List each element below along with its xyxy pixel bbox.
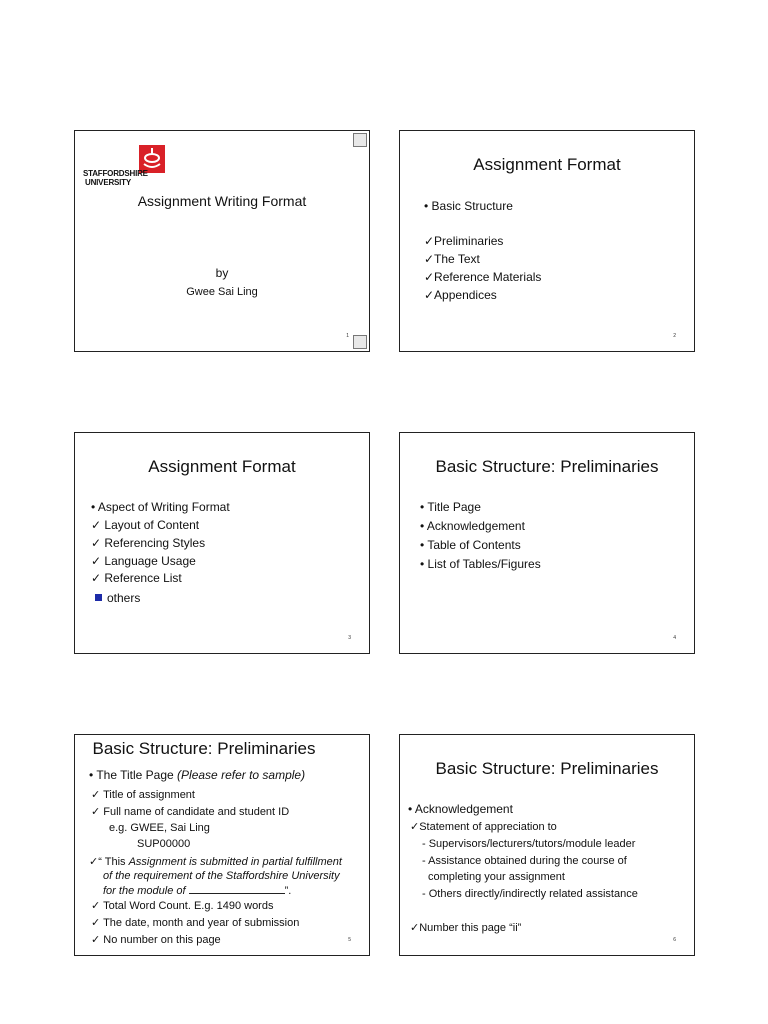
- slide-title: Assignment Format: [473, 155, 621, 174]
- slide-5: [74, 734, 370, 956]
- slide-title: Assignment Format: [148, 457, 296, 476]
- list-item: - Assistance obtained during the course of: [422, 855, 627, 867]
- slide-1: [74, 130, 370, 352]
- list-item: ✓Number this page “ii”: [410, 922, 522, 934]
- return-icon[interactable]: [353, 335, 367, 349]
- statement-italic: Assignment is submitted in partial fulfillment: [128, 856, 342, 868]
- slide-title: Basic Structure: Preliminaries: [92, 739, 316, 758]
- example-id: SUP00000: [137, 838, 191, 850]
- slide-title: Basic Structure: Preliminaries: [435, 759, 659, 778]
- blank-fill-line: [189, 883, 285, 894]
- bullet-item: • Basic Structure: [424, 199, 513, 213]
- square-bullet-icon: [95, 594, 102, 601]
- slide-number: 1: [346, 333, 349, 339]
- list-item: ✓Statement of appreciation to: [410, 821, 557, 833]
- statement-prefix: ✓“ This: [89, 856, 129, 868]
- list-item: completing your assignment: [428, 871, 565, 883]
- slide-6: [399, 734, 695, 956]
- check-item: ✓ Full name of candidate and student ID: [91, 806, 290, 818]
- list-item: ✓ Language Usage: [91, 554, 196, 568]
- quote-end: ”.: [284, 885, 292, 897]
- home-icon[interactable]: [353, 133, 367, 147]
- check-item: ✓ Total Word Count. E.g. 1490 words: [91, 900, 274, 912]
- others-label: others: [107, 591, 141, 605]
- list-item: • Table of Contents: [420, 538, 521, 552]
- statement-line: [89, 855, 342, 869]
- check-item: ✓ The date, month and year of submission: [91, 917, 300, 929]
- others-item: [95, 591, 140, 605]
- logo-text-line1: STAFFORDSHIRE: [83, 169, 148, 178]
- heading-text: • The Title Page: [89, 768, 174, 782]
- staffordshire-logo: [83, 145, 165, 189]
- by-label: by: [215, 266, 229, 280]
- list-item: • List of Tables/Figures: [420, 557, 541, 571]
- slide-title: Assignment Writing Format: [137, 193, 307, 209]
- slide-number: 4: [673, 635, 676, 641]
- check-item: ✓ No number on this page: [91, 934, 221, 946]
- list-item: ✓ Layout of Content: [91, 518, 200, 532]
- list-item: • Title Page: [420, 500, 481, 514]
- slide-number: 6: [673, 937, 676, 943]
- check-item: ✓Preliminaries: [424, 234, 504, 248]
- example-line: e.g. GWEE, Sai Ling: [109, 822, 210, 834]
- logo-text-line2: UNIVERSITY: [85, 178, 132, 187]
- slide-2: [399, 130, 695, 352]
- slide-number: 2: [673, 333, 676, 339]
- slide-number: 3: [348, 635, 351, 641]
- list-item: ✓ Referencing Styles: [91, 536, 206, 550]
- slide-4: [399, 432, 695, 654]
- list-item: • Acknowledgement: [420, 519, 525, 533]
- slide-3: [74, 432, 370, 654]
- list-item: - Supervisors/lecturers/tutors/module leader: [422, 838, 636, 850]
- title-page-heading: [89, 768, 305, 782]
- list-item: • Aspect of Writing Format: [91, 500, 230, 514]
- statement-line: of the requirement of the Staffordshire University: [103, 870, 340, 882]
- module-label: for the module of: [103, 885, 186, 897]
- heading-note: (Please refer to sample): [177, 768, 306, 782]
- check-item: ✓ Title of assignment: [91, 789, 195, 801]
- check-item: ✓Appendices: [424, 288, 497, 302]
- list-item: - Others directly/indirectly related assistance: [422, 888, 638, 900]
- list-item: • Acknowledgement: [408, 802, 513, 816]
- list-item: ✓ Reference List: [91, 571, 182, 585]
- slide-title: Basic Structure: Preliminaries: [435, 457, 659, 476]
- check-item: ✓Reference Materials: [424, 270, 542, 284]
- author-name: Gwee Sai Ling: [186, 286, 258, 298]
- statement-line: [103, 883, 291, 898]
- check-item: ✓The Text: [424, 252, 480, 266]
- slide-number: 5: [348, 937, 351, 943]
